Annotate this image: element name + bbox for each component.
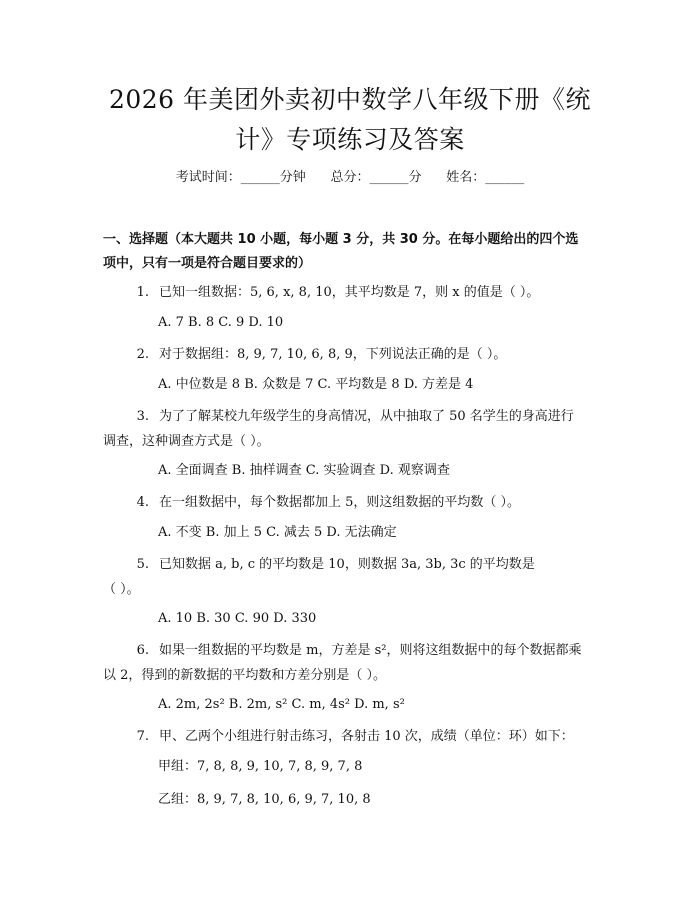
question-1-options: A. 7 B. 8 C. 9 D. 10 (158, 315, 284, 330)
question-number: 6. (136, 643, 149, 658)
document-title-line-1: 2026 年美团外卖初中数学八年级下册《统 (108, 85, 592, 114)
section-heading-line-1: 一、选择题（本大题共 10 小题，每小题 3 分，共 30 分。在每小题给出的四个选 (103, 232, 579, 247)
question-1 (103, 280, 603, 305)
section-heading-line-2: 项中，只有一项是符合题目要求的） (103, 256, 312, 271)
question-2-options: A. 中位数是 8 B. 众数是 7 C. 平均数是 8 D. 方差是 4 (158, 377, 474, 392)
question-number: 2. (136, 347, 149, 362)
section-heading (103, 228, 603, 276)
question-7-group-b: 乙组：8, 9, 7, 8, 10, 6, 9, 7, 10, 8 (158, 792, 371, 807)
question-3 (103, 404, 603, 454)
question-number: 5. (136, 557, 149, 572)
question-4-options: A. 不变 B. 加上 5 C. 减去 5 D. 无法确定 (158, 525, 397, 540)
question-text: 已知一组数据：5, 6, x, 8, 10，其平均数是 7，则 x 的值是（ ）。 (159, 285, 540, 300)
question-3-options: A. 全面调查 B. 抽样调查 C. 实验调查 D. 观察调查 (158, 463, 450, 478)
question-6-options: A. 2m, 2s² B. 2m, s² C. m, 4s² D. m, s² (158, 697, 405, 712)
question-5-options: A. 10 B. 30 C. 90 D. 330 (158, 611, 317, 626)
exam-info-line: 考试时间：______分钟 总分：______分 姓名：______ (175, 170, 525, 185)
question-text-continued: 以 2，得到的新数据的平均数和方差分别是（ ）。 (103, 668, 387, 683)
question-text: 对于数据组：8, 9, 7, 10, 6, 8, 9，下列说法正确的是（ ）。 (159, 347, 507, 362)
question-2 (103, 342, 603, 367)
question-number: 1. (136, 285, 149, 300)
question-number: 3. (136, 409, 149, 424)
question-text-continued: （ ）。 (103, 582, 140, 597)
question-text: 已知数据 a, b, c 的平均数是 10，则数据 3a, 3b, 3c 的平均数是 (159, 557, 535, 572)
question-7-group-a: 甲组：7, 8, 8, 9, 10, 7, 8, 9, 7, 8 (158, 759, 363, 774)
question-text: 如果一组数据的平均数是 m，方差是 s²，则将这组数据中的每个数据都乘 (159, 643, 582, 658)
question-5 (103, 552, 603, 602)
document-title-line-2: 计》专项练习及答案 (235, 125, 465, 154)
question-text: 为了了解某校九年级学生的身高情况，从中抽取了 50 名学生的身高进行 (159, 409, 574, 424)
question-text: 甲、乙两个小组进行射击练习，各射击 10 次，成绩（单位：环）如下： (159, 729, 574, 744)
question-text-continued: 调查，这种调查方式是（ ）。 (103, 434, 270, 449)
question-4 (103, 490, 603, 515)
question-number: 4. (136, 495, 149, 510)
question-number: 7. (136, 729, 149, 744)
question-7 (103, 724, 603, 749)
question-6 (103, 638, 603, 688)
question-text: 在一组数据中，每个数据都加上 5，则这组数据的平均数（ ）。 (159, 495, 521, 510)
